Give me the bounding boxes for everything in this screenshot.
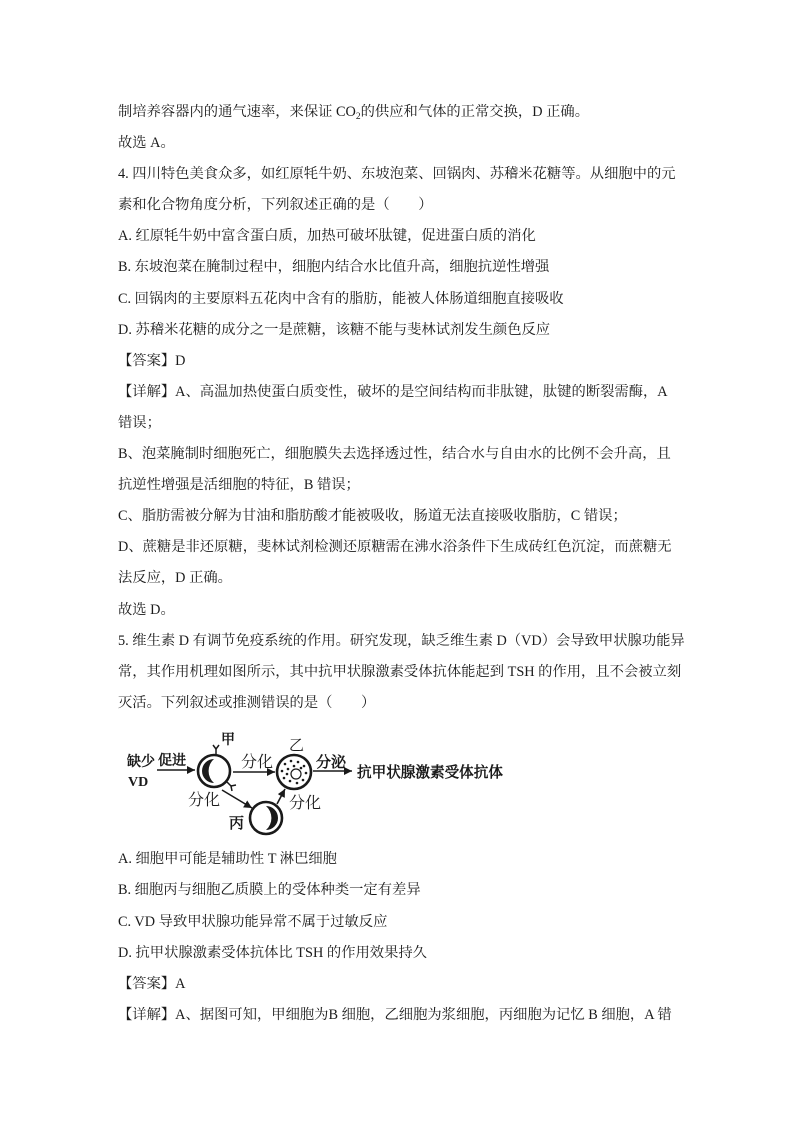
q4-conclusion: 故选 D。 — [118, 601, 175, 618]
q4-stem-line-2: 素和化合物角度分析，下列叙述正确的是（ ） — [118, 197, 433, 214]
lack-label: 缺少 — [127, 755, 155, 770]
q5-explanation-line-1: 【详解】A、据图可知，甲细胞为B 细胞，乙细胞为浆细胞，丙细胞为记忆 B 细胞，A 错 — [118, 1007, 672, 1024]
antibody-product-label: 抗甲状腺激素受体抗体 — [357, 765, 503, 781]
continuation-text-end: 的供应和气体的正常交换，D 正确。 — [360, 104, 589, 120]
q5-option-a: A. 细胞甲可能是辅助性 T 淋巴细胞 — [118, 851, 337, 867]
document-text-bottom — [118, 844, 758, 1032]
cell-jia-receptor-top — [213, 745, 219, 754]
cell-bing-label: 丙 — [229, 816, 245, 832]
document-text-top — [118, 97, 758, 719]
differentiate-arrow-bing-to-yi — [277, 789, 285, 804]
immune-mechanism-diagram — [118, 728, 518, 840]
q4-explanation-line-6: D、蔗糖是非还原糖，斐林试剂检测还原糖需在沸水浴条件下生成砖红色沉淀，而蔗糖无 — [118, 539, 672, 556]
differentiate-label-jia-to-yi: 分化 — [241, 754, 274, 771]
q5-stem-line-3: 灭活。下列叙述或推测错误的是（ ） — [118, 694, 376, 711]
q5-stem-line-1: 5. 维生素 D 有调节免疫系统的作用。研究发现，缺乏维生素 D（VD）会导致甲状腺功能异 — [118, 632, 685, 649]
q5-option-d: D. 抗甲状腺激素受体抗体比 TSH 的作用效果持久 — [118, 944, 427, 961]
promote-label: 促进 — [158, 754, 186, 769]
q5-stem-line-2: 常，其作用机理如图所示，其中抗甲状腺激素受体抗体能起到 TSH 的作用，且不会被立刻 — [118, 663, 682, 680]
q4-option-a: A. 红原牦牛奶中富含蛋白质，加热可破坏肽键，促进蛋白质的消化 — [118, 228, 536, 245]
q5-option-b: B. 细胞丙与细胞乙质膜上的受体种类一定有差异 — [118, 882, 421, 899]
differentiate-label-bing-to-yi: 分化 — [289, 795, 322, 812]
immune-mechanism-figure — [118, 728, 518, 840]
q4-answer: 【答案】D — [118, 352, 186, 369]
co2-subscript: 2 — [355, 112, 361, 122]
q4-explanation-line-7: 法反应，D 正确。 — [118, 570, 232, 587]
vd-label: VD — [128, 775, 149, 790]
q4-option-b: B. 东坡泡菜在腌制过程中，细胞内结合水比值升高，细胞抗逆性增强 — [118, 259, 550, 276]
q4-explanation-line-5: C、脂肪需被分解为甘油和脂肪酸才能被吸收，肠道无法直接吸收脂肪，C 错误； — [118, 508, 627, 525]
q4-explanation-line-4: 抗逆性增强是活细胞的特征，B 错误； — [118, 477, 360, 494]
q4-stem-line-1: 4. 四川特色美食众多，如红原牦牛奶、东坡泡菜、回锅肉、苏稽米花糖等。从细胞中的元 — [118, 166, 676, 183]
q4-explanation-line-1: 【详解】A、高温加热使蛋白质变性，破坏的是空间结构而非肽键，肽键的断裂需酶，A — [118, 383, 668, 400]
cell-jia-label: 甲 — [221, 733, 235, 748]
cell-bing — [250, 802, 282, 834]
continuation-conclusion: 故选 A。 — [118, 135, 175, 152]
q5-answer: 【答案】A — [118, 976, 186, 993]
q4-option-d: D. 苏稽米花糖的成分之一是蔗糖，该糖不能与斐林试剂发生颜色反应 — [118, 321, 551, 338]
q4-explanation-line-2: 错误； — [118, 414, 161, 431]
q4-explanation-line-3: B、泡菜腌制时细胞死亡，细胞膜失去选择透过性，结合水与自由水的比例不会升高，且 — [118, 446, 671, 463]
continuation-text-start: 制培养容器内的通气速率，来保证 CO — [118, 104, 356, 120]
cell-yi-label: 乙 — [289, 738, 305, 754]
cell-jia-receptor-lower — [227, 782, 236, 791]
continuation-line — [118, 97, 758, 128]
differentiate-arrow-jia-to-bing — [222, 790, 252, 808]
secrete-label: 分泌 — [316, 755, 347, 771]
cell-yi — [277, 755, 311, 789]
q4-option-c: C. 回锅肉的主要原料五花肉中含有的脂肪，能被人体肠道细胞直接吸收 — [118, 290, 564, 307]
cell-yi-nucleus — [291, 769, 301, 779]
differentiate-label-jia-to-bing: 分化 — [188, 792, 221, 809]
q5-option-c: C. VD 导致甲状腺功能异常不属于过敏反应 — [118, 913, 388, 930]
cell-jia — [198, 745, 236, 791]
